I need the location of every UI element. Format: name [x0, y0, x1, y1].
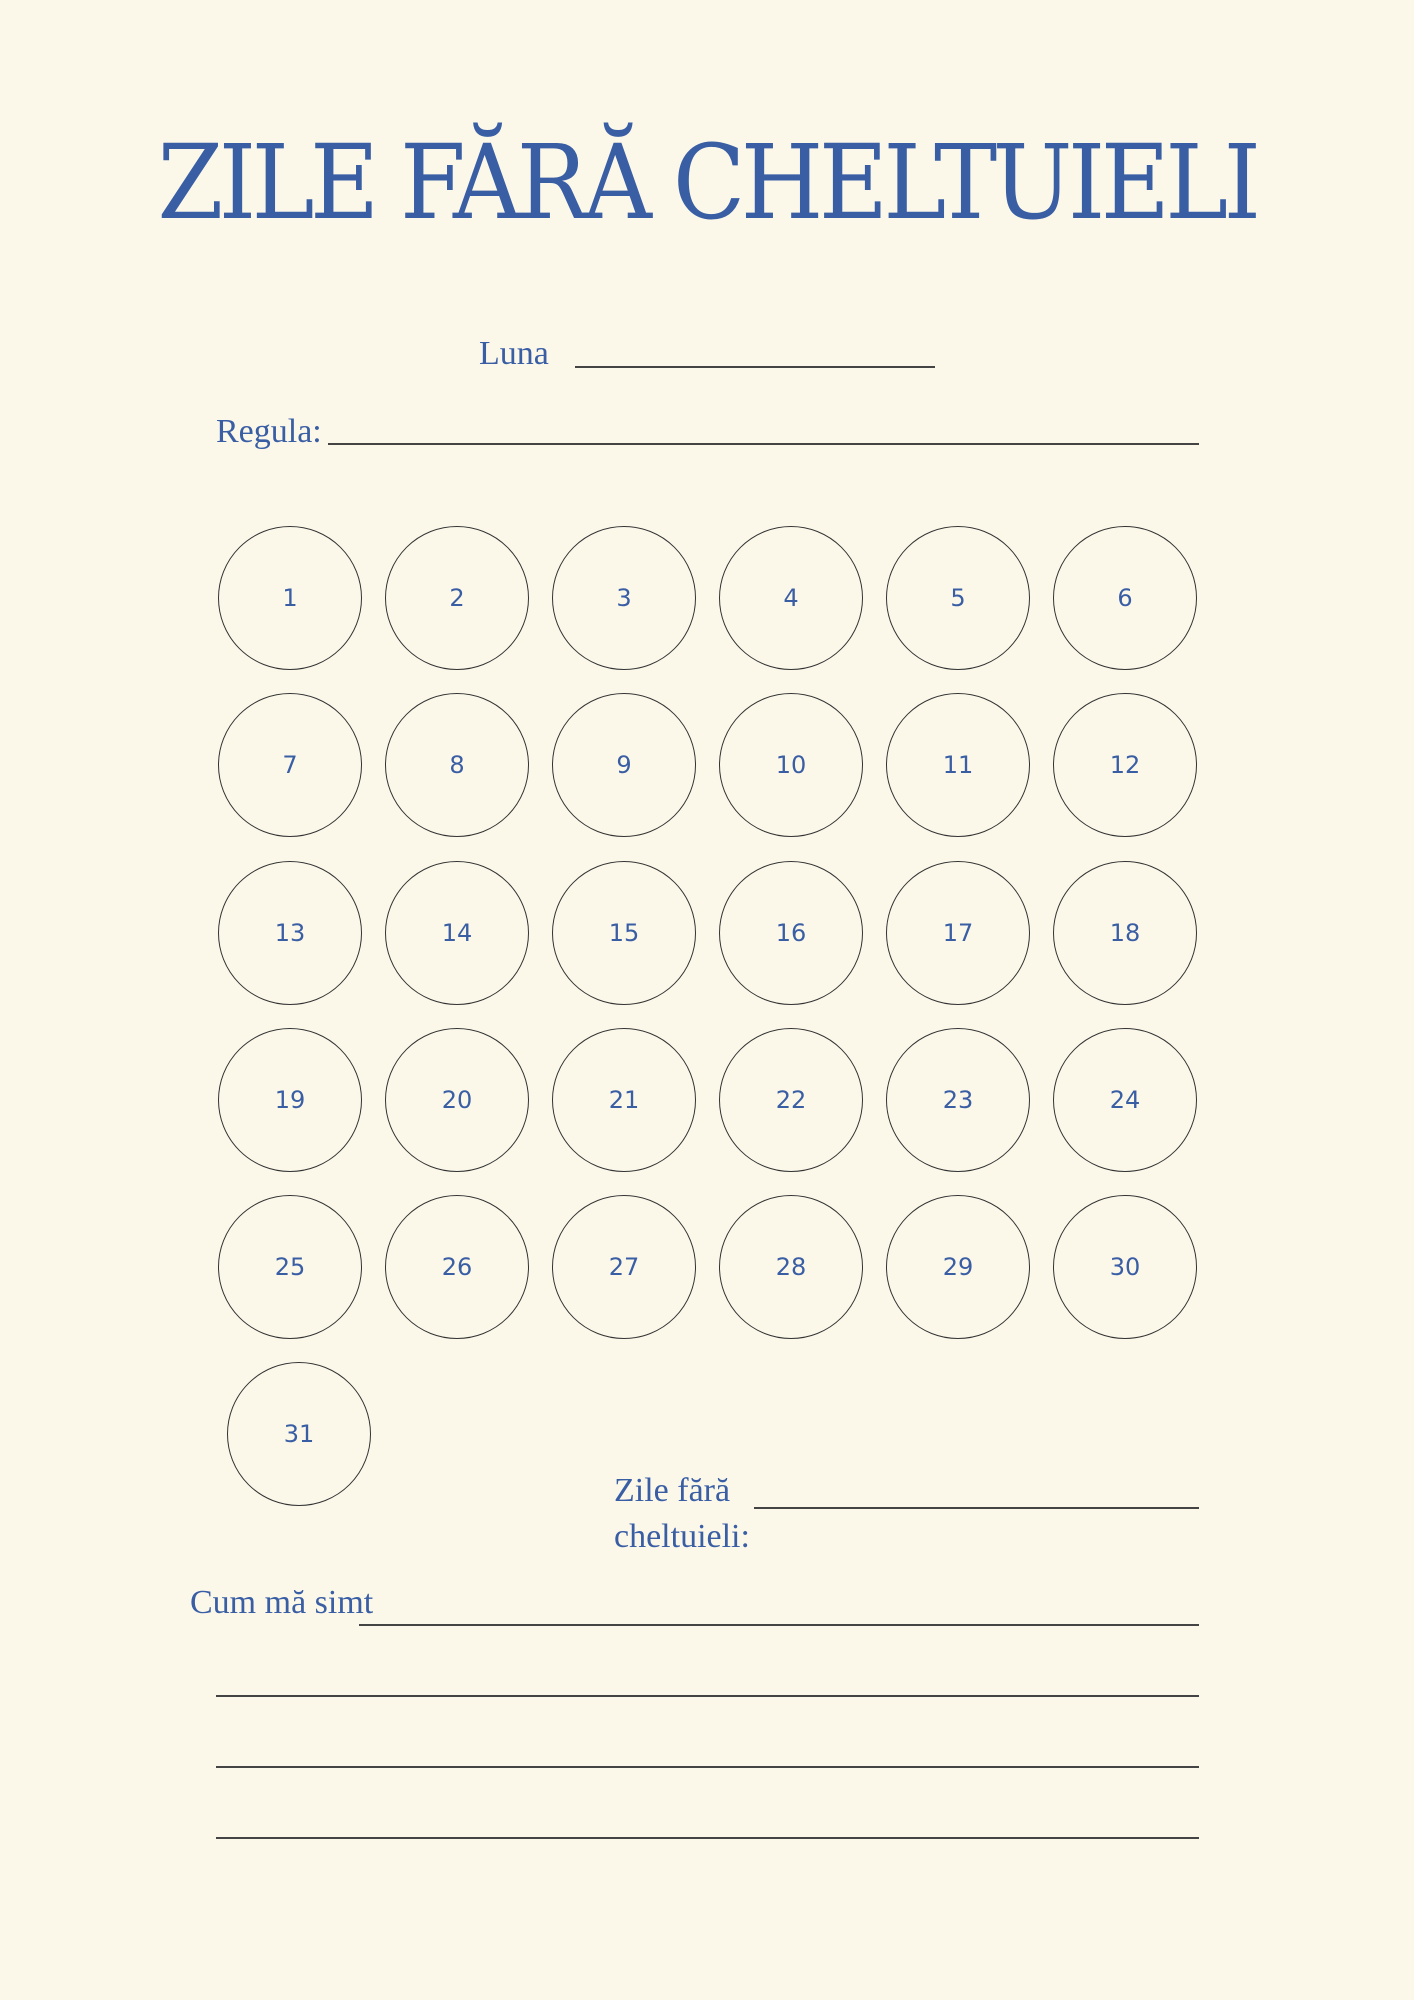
day-circle-7[interactable]: 7	[218, 693, 362, 837]
day-circle-28[interactable]: 28	[719, 1195, 863, 1339]
no-spend-days-label	[614, 1468, 750, 1560]
day-circle-11[interactable]: 11	[886, 693, 1030, 837]
rule-label: Regula:	[216, 413, 322, 450]
feelings-line-3[interactable]	[216, 1766, 1199, 1768]
day-circle-2[interactable]: 2	[385, 526, 529, 670]
day-circle-9[interactable]: 9	[552, 693, 696, 837]
month-label: Luna	[479, 335, 549, 372]
month-input-line[interactable]	[575, 366, 935, 368]
day-circle-19[interactable]: 19	[218, 1028, 362, 1172]
day-circle-1[interactable]: 1	[218, 526, 362, 670]
day-circle-10[interactable]: 10	[719, 693, 863, 837]
day-circle-27[interactable]: 27	[552, 1195, 696, 1339]
no-spend-days-input-line[interactable]	[754, 1507, 1199, 1509]
day-circle-30[interactable]: 30	[1053, 1195, 1197, 1339]
page-title: ZILE FĂRĂ CHELTUIELI	[157, 123, 1257, 243]
no-spend-days-label-line1: Zile fără	[614, 1472, 731, 1509]
day-circle-14[interactable]: 14	[385, 861, 529, 1005]
day-circle-31[interactable]: 31	[227, 1362, 371, 1506]
day-circle-5[interactable]: 5	[886, 526, 1030, 670]
day-circle-6[interactable]: 6	[1053, 526, 1197, 670]
feelings-line-4[interactable]	[216, 1837, 1199, 1839]
day-circle-12[interactable]: 12	[1053, 693, 1197, 837]
day-circle-20[interactable]: 20	[385, 1028, 529, 1172]
feelings-label: Cum mă simt	[190, 1584, 374, 1621]
day-circle-17[interactable]: 17	[886, 861, 1030, 1005]
day-circle-15[interactable]: 15	[552, 861, 696, 1005]
day-circle-22[interactable]: 22	[719, 1028, 863, 1172]
day-circle-23[interactable]: 23	[886, 1028, 1030, 1172]
day-circle-3[interactable]: 3	[552, 526, 696, 670]
feelings-line-1[interactable]	[359, 1624, 1199, 1626]
no-spend-days-label-line2: cheltuieli:	[614, 1518, 750, 1555]
day-circle-13[interactable]: 13	[218, 861, 362, 1005]
day-circle-18[interactable]: 18	[1053, 861, 1197, 1005]
day-circle-24[interactable]: 24	[1053, 1028, 1197, 1172]
day-circle-26[interactable]: 26	[385, 1195, 529, 1339]
rule-input-line[interactable]	[328, 443, 1199, 445]
day-circle-16[interactable]: 16	[719, 861, 863, 1005]
feelings-line-2[interactable]	[216, 1695, 1199, 1697]
day-circle-21[interactable]: 21	[552, 1028, 696, 1172]
day-circle-8[interactable]: 8	[385, 693, 529, 837]
day-circle-25[interactable]: 25	[218, 1195, 362, 1339]
day-circle-4[interactable]: 4	[719, 526, 863, 670]
day-circle-29[interactable]: 29	[886, 1195, 1030, 1339]
